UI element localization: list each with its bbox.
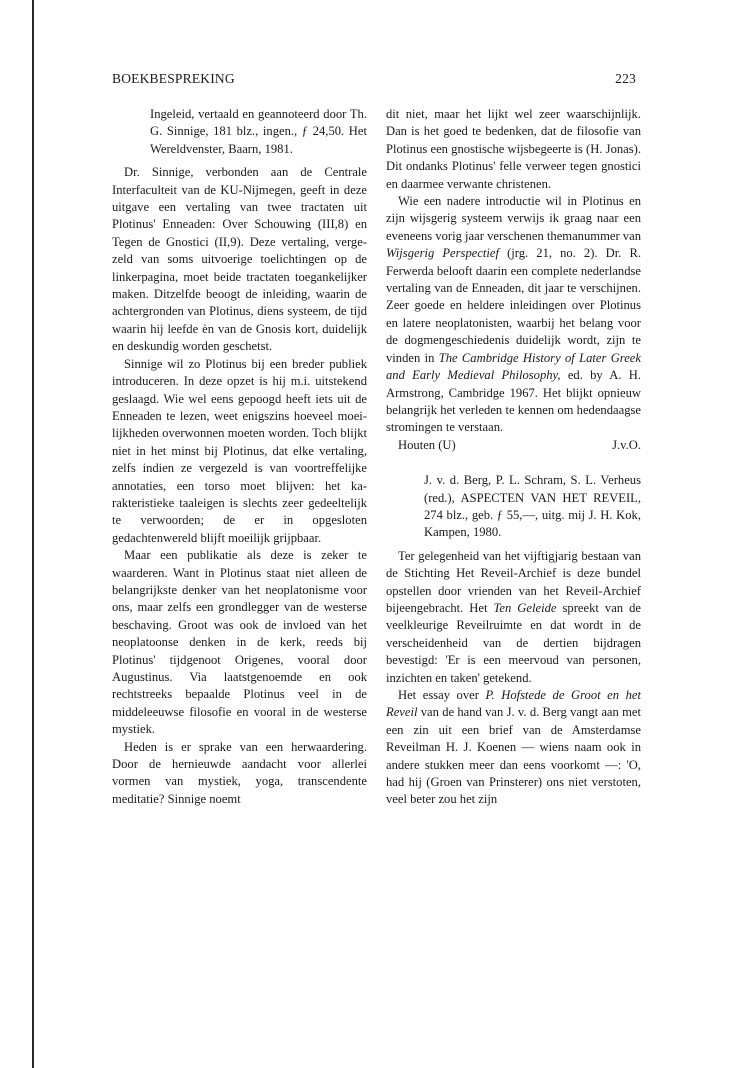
right-column	[386, 106, 641, 809]
text-run: (jrg. 21, no. 2). Dr. R. Ferwerda belooft daarin een complete nederlandse vertaling van de Enneaden, dit jaar te verschijnen. Zeer goede en heldere inleidingen over Plotinus en latere neoplatonisten, waarbij het belang voor de dogmengeschiedenis duidelijk wordt, zijn te vinden in	[386, 246, 641, 365]
text-run: van de hand van J. v. d. Berg vangt aan met een zin uit een brief van de Amsterdamse Reveilman H. J. Koenen — wiens naam ook in andere stukken meer dan eens voorkomt —: 'O, had hij (Groen van Prinsterer) ons niet verstoten, veel beter zou het zijn	[386, 705, 641, 807]
book-title: The Cambridge History of Later Greek and Early Medieval Philosophy,	[386, 350, 641, 383]
book-reference: Ingeleid, vertaald en geannoteerd door Th. G. Sinnige, 181 blz., ingen., ƒ 24,50. Het Wereldvenster, Baarn, 1981.	[150, 107, 367, 156]
section-title-ref: Ten Geleide	[493, 600, 557, 615]
page-number: 223	[615, 71, 636, 86]
left-column	[112, 106, 367, 808]
paragraph: Dr. Sinnige, verbonden aan de Centrale Interfaculteit van de KU-Nijmegen, geeft in deze uitgave een vertaling van twee tractaten uit Plotinus' Enneaden: Over Schouwing (III,8) en Tegen de Gnostici (II,9). Deze vertaling, vergezeld van soms uitvoerige toelichtingen op de linkerpagina, moet beide tractaten toegankelijker maken. Ditzelfde beoogt de inleiding, waarin de achtergronden van Plotinus, diens systeem, de tijd waarin hij leefde èn van de Gnosis kort, duidelijk en deskundig worden geschetst.	[112, 165, 367, 354]
text-run: Ter gelegenheid van het vijftigjarig bestaan van de Stichting Het Reveil-Archief is deze bundel opstellen door vrienden van het Reveil-Archief bijeengebracht. Het	[386, 548, 641, 615]
paragraph	[386, 548, 641, 687]
paragraph: dit niet, maar het lijkt wel zeer waarschijnlijk. Dan is het goed te bedenken, dat de filosofie van Plotinus een gnostische wijsbegeerte is (H. Jonas). Dit ondanks Plotinus' felle verweer tegen gnostici en daarmee verwante christenen.	[386, 107, 641, 191]
paragraph	[386, 193, 641, 437]
paragraph: Maar een publikatie als deze is zeker te waarderen. Want in Plotinus staat niet alleen de belangrijkste denker van het neoplatonisme voor ons, maar zelfs een grondlegger van de westerse beschaving. Groot was ook de invloed van het neoplatoonse denken in de kerk, reeds bij Plotinus' tijdgenoot Origenes, vooral door Augustinus. Via laatstgenoemde en ook rechtstreeks bepaalde Plotinus veel in de middeleeuwse filosofie en vooral in de westerse mystiek.	[112, 548, 367, 737]
signature-initials: J.v.O.	[612, 437, 641, 452]
review-signature	[386, 437, 641, 454]
paragraph: Sinnige wil zo Plotinus bij een breder publiek introduceren. In deze opzet is hij m.i. uitstekend geslaagd. Wie wel eens gepoogd heeft iets uit de Enneaden te lezen, weet enigszins hoeveel moeilijkheden overwonnen moeten worden. Toch blijkt niet in het minst bij Plotinus, dat elke vertaling, zelfs indien ze vergezeld is van voortreffelijke annotaties, een torso moet blijven: het karakteristieke taaleigen is slechts zeer gedeeltelijk te verwoorden; de er in opgesloten gedachtenwereld blijft moeilijk grijpbaar.	[112, 356, 367, 545]
section-title: BOEKBESPREKING	[112, 71, 235, 86]
paragraph: Heden is er sprake van een herwaardering. Door de hernieuwde aandacht voor allerlei vormen van mystiek, yoga, transcendente meditatie? Sinnige noemt	[112, 739, 367, 806]
paragraph	[386, 687, 641, 809]
essay-title: P. Hofstede de Groot en het Reveil	[386, 688, 641, 720]
running-header	[112, 71, 636, 91]
journal-title: Wijsgerig Perspectief	[386, 246, 500, 261]
text-run: Wie een nadere introductie wil in Plotinus en zijn wijsgerig systeem verwijs ik graag naar een eveneens vorig jaar verschenen themanummer van	[386, 194, 641, 243]
page-edge-line	[32, 0, 34, 1068]
signature-place: Houten (U)	[398, 437, 456, 452]
text-run: ed. by A. H. Armstrong, Cambridge 1967. Het blijkt opnieuw belangrijk het verleden te kennen om hedendaagse stromingen te verstaan.	[386, 368, 642, 435]
text-run: spreekt van de veelkleurige Reveilruimte en dat wordt in de verscheidenheid van de dertien bijdragen bevestigd: 'Er is een meervoud van personen, inzichten en taken' getekend.	[386, 600, 641, 685]
book-reference: J. v. d. Berg, P. L. Schram, S. L. Verheus (red.), ASPECTEN VAN HET REVEIL, 274 blz., geb. ƒ 55,—, uitg. mij J. H. Kok, Kampen, 1980.	[424, 473, 641, 540]
text-run: Het essay over	[398, 688, 486, 702]
